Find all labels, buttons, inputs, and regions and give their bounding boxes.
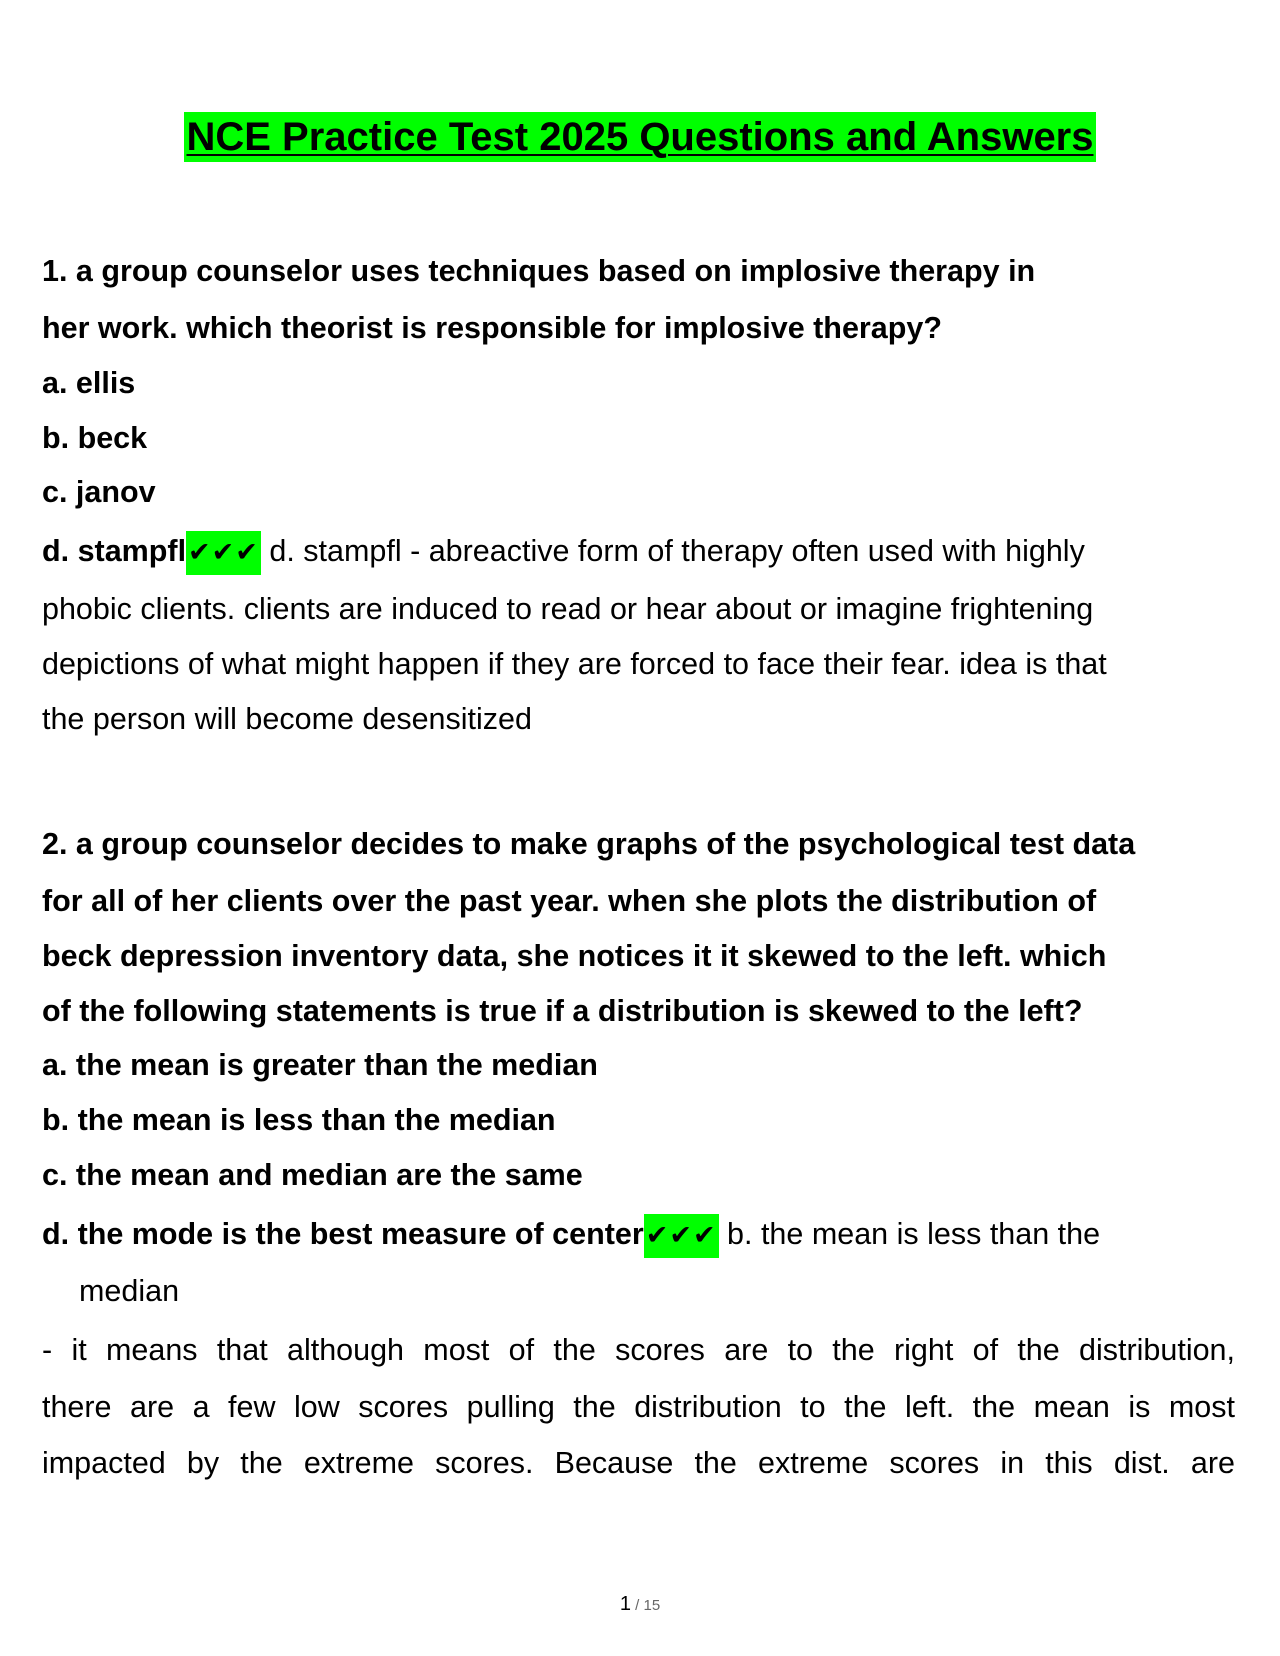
question-1-option-d: d. stampfl <box>42 534 187 568</box>
question-2-explanation-line-3: impacted by the extreme scores. Because the extreme scores in this dist. are <box>42 1446 1235 1480</box>
question-2-explanation-line-1: - it means that although most of the scores are to the right of the distribution, <box>42 1333 1235 1367</box>
question-1-option-a: a. ellis <box>42 366 136 400</box>
question-1-answer-line-4: the person will become desensitized <box>42 702 532 736</box>
question-1-option-b: b. beck <box>42 421 148 455</box>
question-2-text-line-1: 2. a group counselor decides to make graphs of the psychological test data <box>42 827 1136 861</box>
page-number <box>0 1593 1280 1616</box>
question-2-text-line-3: beck depression inventory data, she notices it it skewed to the left. which <box>42 939 1107 973</box>
question-1-text-line-1: 1. a group counselor uses techniques based on implosive therapy in <box>42 254 1036 288</box>
question-2-option-d-row <box>42 1214 1100 1258</box>
question-2-answer-line-1: b. the mean is less than the <box>718 1217 1101 1251</box>
title-container <box>0 112 1280 162</box>
question-2-explanation-line-2: there are a few low scores pulling the distribution to the left. the mean is most <box>42 1390 1235 1424</box>
question-1-answer-line-3: depictions of what might happen if they are forced to face their fear. idea is that <box>42 647 1107 681</box>
question-2-option-b: b. the mean is less than the median <box>42 1103 556 1137</box>
current-page: 1 <box>619 1593 631 1615</box>
question-2-text-line-2: for all of her clients over the past year. when she plots the distribution of <box>42 884 1097 918</box>
question-2-option-d: d. the mode is the best measure of center <box>42 1217 644 1251</box>
document-title: NCE Practice Test 2025 Questions and Answers <box>184 112 1095 162</box>
question-2-text-line-4: of the following statements is true if a distribution is skewed to the left? <box>42 994 1083 1028</box>
question-1-option-c: c. janov <box>42 475 156 509</box>
question-2-answer-line-2: median <box>79 1274 180 1308</box>
total-pages: / 15 <box>630 1597 661 1614</box>
question-2-option-a: a. the mean is greater than the median <box>42 1048 598 1082</box>
question-1-answer-line-2: phobic clients. clients are induced to read or hear about or imagine frightening <box>42 592 1094 626</box>
question-1-option-d-row <box>42 531 1085 575</box>
question-1-text-line-2: her work. which theorist is responsible for implosive therapy? <box>42 311 942 345</box>
question-1-answer-line-1: d. stampfl - abreactive form of therapy often used with highly <box>260 534 1085 568</box>
correct-answer-checkmark-icon: ✔✔✔ <box>644 1214 719 1258</box>
correct-answer-checkmark-icon: ✔✔✔ <box>186 531 261 575</box>
question-2-option-c: c. the mean and median are the same <box>42 1158 583 1192</box>
